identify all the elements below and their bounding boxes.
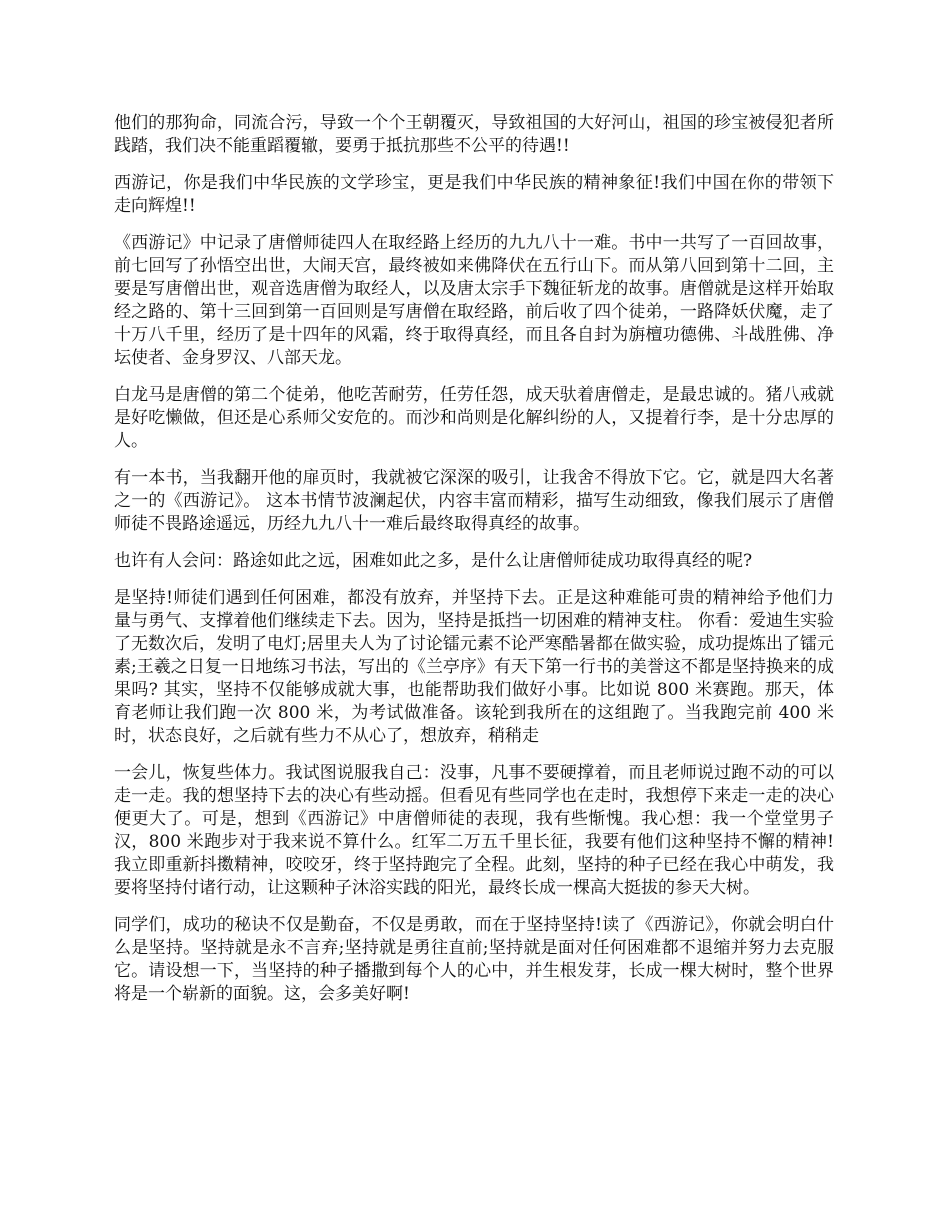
paragraph: 同学们，成功的秘诀不仅是勤奋，不仅是勇敢，而在于坚持坚持!读了《西游记》，你就会明白什么是坚持。坚持就是永不言弃;坚持就是勇往直前;坚持就是面对任何困难都不退缩并努力去克服它。请设想一下，当坚持的种子播撒到每个人的心中，并生根发芽，长成一棵大树时，整个世界将是一个崭新的面貌。这，会多美好啊! — [114, 915, 834, 1004]
document-body — [114, 112, 834, 1020]
paragraph: 《西游记》中记录了唐僧师徒四人在取经路上经历的九九八十一难。书中一共写了一百回故事，前七回写了孙悟空出世，大闹天宫，最终被如来佛降伏在五行山下。而从第八回到第十二回，主要是写唐僧出世，观音选唐僧为取经人，以及唐太宗手下魏征斩龙的故事。唐僧就是这样开始取经之路的、第十三回到第一百回则是写唐僧在取经路，前后收了四个徒弟，一路降妖伏魔，走了十万八千里，经历了是十四年的风霜，终于取得真经，而且各自封为旃檀功德佛、斗战胜佛、净坛使者、金身罗汉、八部天龙。 — [114, 233, 834, 368]
paragraph: 是坚持!师徒们遇到任何困难，都没有放弃，并坚持下去。正是这种难能可贵的精神给予他们力量与勇气、支撑着他们继续走下去。因为，坚持是抵挡一切困难的精神支柱。 你看：爱迪生实验了无数次后，发明了电灯;居里夫人为了讨论镭元素不论严寒酷暑都在做实验，成功提炼出了镭元素;王羲之日复一日地练习书法，写出的《兰亭序》有天下第一行书的美誉这不都是坚持换来的成果吗? 其实，坚持不仅能够成就大事，也能帮助我们做好小事。比如说 800 米赛跑。那天，体育老师让我们跑一次 800 米，为考试做准备。该轮到我所在的这组跑了。当我跑完前 400 米时，状态良好，之后就有些力不从心了，想放弃，稍稍走 — [114, 588, 834, 746]
paragraph: 他们的那狗命，同流合污，导致一个个王朝覆灭，导致祖国的大好河山，祖国的珍宝被侵犯者所践踏，我们决不能重蹈覆辙，要勇于抵抗那些不公平的待遇!! — [114, 113, 834, 156]
paragraph: 白龙马是唐僧的第二个徒弟，他吃苦耐劳，任劳任怨，成天驮着唐僧走，是最忠诚的。猪八戒就是好吃懒做，但还是心系师父安危的。而沙和尚则是化解纠纷的人，又提着行李，是十分忠厚的人。 — [114, 385, 834, 451]
paragraph: 有一本书，当我翻开他的扉页时，我就被它深深的吸引，让我舍不得放下它。它，就是四大名著之一的《西游记》。 这本书情节波澜起伏，内容丰富而精彩，描写生动细致，像我们展示了唐僧师徒不畏路途遥远，历经九九八十一难后最终取得真经的故事。 — [114, 468, 834, 534]
paragraph: 西游记，你是我们中华民族的文学珍宝，更是我们中华民族的精神象征!我们中国在你的带领下走向辉煌!! — [114, 173, 834, 216]
paragraph: 一会儿，恢复些体力。我试图说服我自己：没事，凡事不要硬撑着，而且老师说过跑不动的可以走一走。我的想坚持下去的决心有些动摇。但看见有些同学也在走时，我想停下来走一走的决心便更大了。可是，想到《西游记》中唐僧师徒的表现，我有些惭愧。我心想：我一个堂堂男子汉，800 米跑步对于我来说不算什么。红军二万五千里长征，我要有他们这种坚持不懈的精神!我立即重新抖擞精神，咬咬牙，终于坚持跑完了全程。此刻，坚持的种子已经在我心中萌发，我要将坚持付诸行动，让这颗种子沐浴实践的阳光，最终长成一棵高大挺拔的参天大树。 — [114, 763, 834, 898]
paragraph: 也许有人会问：路途如此之远，困难如此之多，是什么让唐僧师徒成功取得真经的呢? — [114, 551, 753, 571]
